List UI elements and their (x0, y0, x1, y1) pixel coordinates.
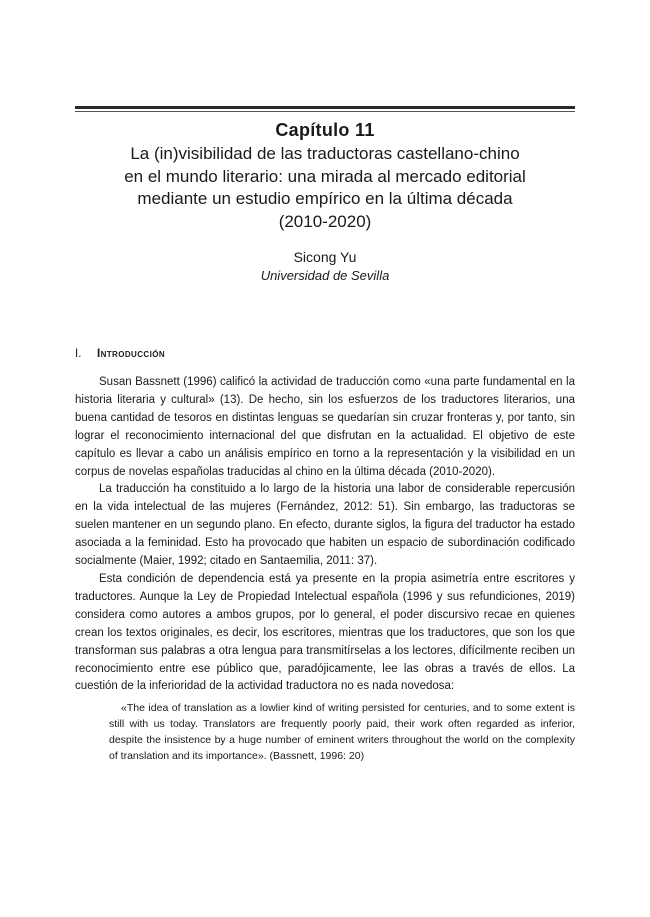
chapter-title (75, 143, 575, 233)
section-heading (75, 348, 165, 360)
quote-text: «The idea of translation as a lowlier kind of writing persisted for centuries, and to some extent is still with us today. Translators are frequently poorly paid, their work often regarded as inferior, despite the insistence by a huge number of eminent writers throughout the world on the complexity of translation and its importance». (Bassnett, 1996: 20) (109, 702, 575, 762)
header-rule-thin (75, 111, 575, 112)
chapter-label: Capítulo 11 (275, 120, 375, 140)
section-number: I. (75, 348, 82, 360)
block-quote (109, 701, 575, 764)
author-name: Sicong Yu (293, 249, 357, 265)
chapter-title-line: (2010-2020) (278, 211, 372, 231)
header-rule-thick (75, 106, 575, 109)
body-text (75, 374, 575, 765)
section-title: Introducción (97, 348, 165, 360)
chapter-title-line: mediante un estudio empírico en la última década (137, 189, 513, 208)
chapter-title-line: La (in)visibilidad de las traductoras castellano-chino (130, 144, 520, 163)
author-affiliation: Universidad de Sevilla (260, 268, 390, 283)
paragraph: Susan Bassnett (1996) calificó la actividad de traducción como «una parte fundamental en la historia literaria y cultural» (13). De hecho, sin los esfuerzos de los traductores literarios, una buena cantidad de tesoros en distintas lenguas se quedarían sin cruzar fronteras y, por tanto, sin lograr el reconocimiento internacional del que disfrutan en la actualidad. El objetivo de este capítulo es llevar a cabo un análisis empírico en torno a la representación y la visibilidad en un corpus de novelas españolas traducidas al chino en la última década (2010-2020). (75, 376, 575, 478)
chapter-title-line: en el mundo literario: una mirada al mercado editorial (124, 166, 526, 186)
paragraph: Esta condición de dependencia está ya presente en la propia asimetría entre escritores y traductores. Aunque la Ley de Propiedad Intelectual española (1996 y sus refundiciones, 2019) considera como autores a ambos grupos, por lo general, el poder discursivo recae en quienes crean los textos originales, es decir, los escritores, mientras que los traductores, que son los que transforman sus palabras a otra lengua para transmitírselas a los lectores, difícilmente reciben un reconocimiento entre ese público que, paradójicamente, lee las obras a través de ellos. La cuestión de la inferioridad de la actividad traductora no es nada novedosa: (75, 572, 575, 693)
paragraph: La traducción ha constituido a lo largo de la historia una labor de considerable repercusión en la vida intelectual de las mujeres (Fernández, 2012: 51). Sin embargo, las traductoras se suelen mantener en un segundo plano. En efecto, durante siglos, la figura del traductor ha estado asociada a la feminidad. Esto ha provocado que habiten un espacio de subordinación codificado socialmente (Maier, 1992; citado en Santaemilia, 2011: 37). (75, 483, 575, 568)
